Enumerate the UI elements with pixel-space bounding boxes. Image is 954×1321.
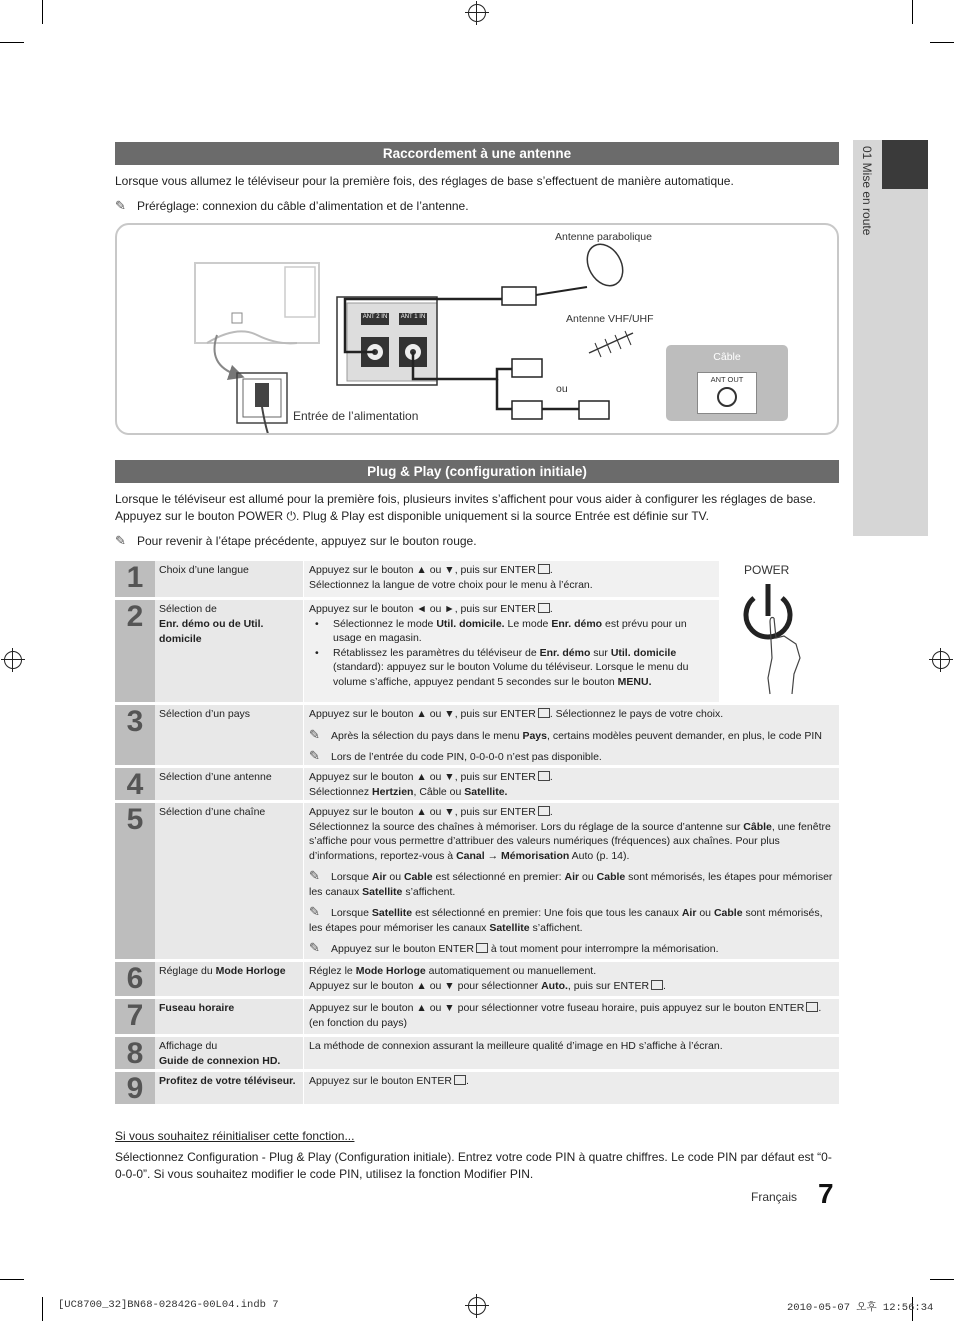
note (115, 532, 477, 550)
file-name: [UC8700_32]BN68-02842G-00L04.indb 7 (58, 1299, 279, 1311)
step-title: Sélection d’un pays (155, 705, 303, 765)
enter-icon (538, 564, 550, 574)
label-ant-out: ANT OUT (710, 375, 744, 384)
registration-mark-icon (468, 4, 486, 22)
pencil-icon: ✎ (309, 904, 320, 919)
footer-language: Français (751, 1190, 798, 1204)
step-description: Appuyez sur le bouton ▲ ou ▼, puis sur ENTER . Sélectionnez le pays de votre choix. ✎ Après la sélection du pays dans le menu Pays, certains modèles peuvent demander, en plus, le code PIN ✎ Lors de l’entrée du code PIN, 0-0-0-0 n’est pas disponible. (304, 705, 839, 765)
step-title: Choix d’une langue (155, 561, 303, 597)
bullet-item: • Rétablissez les paramètres du téléviseur de Enr. démo sur Util. domicile (standard): appuyez sur le bouton Volume du téléviseur. Lorsque le menu du volume s’affiche, appuyez pendant 5 secondes sur le bouton MENU. (309, 646, 714, 690)
step-number: 3 (115, 705, 155, 765)
registration-mark-icon (932, 651, 950, 669)
enter-icon (476, 943, 488, 953)
step-number: 8 (115, 1037, 155, 1069)
enter-icon (538, 806, 550, 816)
print-date: 2010-05-07 오후 12:56:34 (787, 1302, 934, 1314)
crop-mark (42, 1297, 43, 1321)
step-number: 5 (115, 803, 155, 959)
section-intro: Lorsque le téléviseur est allumé pour la première fois, plusieurs invites s’affichent pour vous aider à configurer les réglages de base. Appuyez sur le bouton POWER ⏻. Plug & Play est disponible uniquement si la source Entrée est définie sur TV. (115, 492, 816, 523)
label-cable: Câble (713, 351, 741, 363)
step-number: 4 (115, 768, 155, 800)
step-number: 6 (115, 962, 155, 996)
pencil-icon: ✎ (115, 198, 126, 213)
enter-icon (538, 771, 550, 781)
crop-mark (42, 0, 43, 24)
step-description: Réglez le Mode Horloge automatiquement ou manuellement. Appuyez sur le bouton ▲ ou ▼ pour sélectionner Auto., puis sur ENTER . (304, 962, 839, 996)
antenna-diagram (115, 223, 839, 435)
step-title: Sélection d’une antenne (155, 768, 303, 800)
power-icon: ⏻ (286, 509, 296, 523)
crop-mark (0, 1279, 24, 1280)
step-title: Sélection de Enr. démo ou de Util. domicile (155, 600, 303, 702)
step-number: 2 (115, 600, 155, 702)
enter-icon (806, 1002, 818, 1012)
step-description: Appuyez sur le bouton ▲ ou ▼, puis sur ENTER . Sélectionnez la langue de votre choix pour le menu à l’écran. (304, 561, 719, 597)
crop-mark (930, 42, 954, 43)
step-1 (115, 561, 839, 597)
step-number: 9 (115, 1072, 155, 1104)
ant-out-port (697, 372, 757, 414)
registration-mark-icon (4, 651, 22, 669)
page-number: 7 (818, 1178, 834, 1209)
pencil-icon: ✎ (309, 748, 320, 763)
step-title: Réglage du Mode Horloge (155, 962, 303, 996)
label-satellite-dish: Antenne parabolique (555, 231, 652, 243)
pencil-icon: ✎ (309, 726, 320, 742)
section-intro: Lorsque vous allumez le téléviseur pour la première fois, des réglages de base s’effectuent de manière automatique. (115, 174, 734, 188)
label-vhf-antenna: Antenne VHF/UHF (566, 313, 654, 325)
enter-icon (651, 980, 663, 990)
enter-icon (538, 603, 550, 613)
note: ✎ Après la sélection du pays dans le menu Pays, certains modèles peuvent demander, en plus, le code PIN (309, 726, 822, 742)
enter-icon (454, 1075, 466, 1085)
note-text: Préréglage: connexion du câble d’alimentation et de l’antenne. (137, 199, 469, 213)
step-7 (115, 999, 839, 1034)
step-4 (115, 768, 839, 800)
label-power-input: Entrée de l’alimentation (293, 409, 419, 423)
power-label: POWER (744, 563, 790, 577)
crop-mark (930, 1279, 954, 1280)
pencil-icon: ✎ (309, 868, 320, 883)
label-or: ou (556, 383, 568, 395)
reset-title: Si vous souhaitez réinitialiser cette fonction... (115, 1129, 355, 1143)
step-5 (115, 803, 839, 959)
section-header-antenna: Raccordement à une antenne (115, 142, 839, 165)
port-label-ant2: ANT 2 IN (362, 314, 388, 320)
step-description: Appuyez sur le bouton ▲ ou ▼ pour sélectionner votre fuseau horaire, puis appuyez sur le bouton ENTER . (en fonction du pays) (304, 999, 839, 1034)
pencil-icon: ✎ (309, 940, 320, 955)
step-description: La méthode de connexion assurant la meilleure qualité d’image en HD s’affiche à l’écran. (304, 1037, 839, 1069)
step-number: 1 (115, 561, 155, 597)
note: ✎ Lorsque Satellite est sélectionné en premier: Une fois que tous les canaux Air ou Cable sont mémorisés, les étapes pour mémoriser les canaux Satellite s’affichent. (309, 904, 823, 934)
note: ✎ Lors de l’entrée du code PIN, 0-0-0-0 n’est pas disponible. (309, 748, 602, 763)
section-header-plug-play: Plug & Play (configuration initiale) (115, 460, 839, 483)
crop-mark (0, 42, 24, 43)
step-description: Appuyez sur le bouton ◄ ou ►, puis sur ENTER . • Sélectionnez le mode Util. domicile. Le mode Enr. démo est prévu pour un usage en magasin. • Rétablissez les paramètres du téléviseur de Enr. démo sur Util. domicile (standard): appuyez sur le bouton Volume du téléviseur. Lorsque le menu du volume s’affiche, appuyez pendant 5 secondes sur le bouton MENU. (304, 600, 719, 702)
step-description: Appuyez sur le bouton ENTER . (304, 1072, 839, 1104)
pencil-icon: ✎ (115, 533, 126, 548)
step-title: Sélection d’une chaîne (155, 803, 303, 959)
note (115, 197, 469, 215)
step-description: Appuyez sur le bouton ▲ ou ▼, puis sur ENTER . Sélectionnez la source des chaînes à mémoriser. Lors du réglage de la source d’antenne sur Câble, une fenêtre s’affiche pour vous permettre d’attribuer des valeurs numériques (fréquences) aux chaînes. Pour plus d’informations, reportez-vous à Canal → Mémorisation Auto (p. 14). ✎ Lorsque Air ou Cable est sélectionné en premier: Air ou Cable sont mémorisés, les étapes pour mémoriser les canaux Satellite s’affichent. ✎ Lorsque Satellite est sélectionné en premier: Une fois que tous les canaux Air ou Cable sont mémorisés, les étapes pour mémoriser les canaux Satellite s’affichent. ✎ Appuyez sur le bouton ENTER à tout moment pour interrompre la mémorisation. (304, 803, 839, 959)
step-3 (115, 705, 839, 765)
step-6 (115, 962, 839, 996)
step-title: Fuseau horaire (155, 999, 303, 1034)
step-number: 7 (115, 999, 155, 1034)
step-2 (115, 600, 839, 702)
note-text: Pour revenir à l’étape précédente, appuyez sur le bouton rouge. (137, 534, 477, 548)
reset-text: Sélectionnez Configuration - Plug & Play (Configuration initiale). Entrez votre code PIN à quatre chiffres. Le code PIN par défaut est “0-0-0-0”. Si vous souhaitez modifier le code PIN, utilisez la fonction Modifier PIN. (115, 1150, 832, 1181)
registration-mark-icon (468, 1297, 486, 1315)
port-label-ant1: ANT 1 IN (400, 314, 426, 320)
chapter-label: 01 Mise en route (860, 146, 874, 236)
step-description: Appuyez sur le bouton ▲ ou ▼, puis sur ENTER . Sélectionnez Hertzien, Câble ou Satellite. (304, 768, 839, 800)
coax-port-icon (717, 387, 737, 407)
step-9 (115, 1072, 839, 1104)
bullet-item: • Sélectionnez le mode Util. domicile. Le mode Enr. démo est prévu pour un usage en magasin. (309, 617, 714, 646)
step-title: Profitez de votre téléviseur. (155, 1072, 303, 1104)
step-8 (115, 1037, 839, 1069)
note: ✎ Lorsque Air ou Cable est sélectionné en premier: Air ou Cable sont mémorisés, les étapes pour mémoriser les canaux Satellite s’affichent. (309, 868, 833, 898)
enter-icon (538, 708, 550, 718)
cable-box (666, 345, 788, 421)
crop-mark (912, 0, 913, 24)
step-title: Affichage du Guide de connexion HD. (155, 1037, 303, 1069)
note: ✎ Appuyez sur le bouton ENTER à tout moment pour interrompre la mémorisation. (309, 940, 719, 955)
chapter-tab-marker (882, 140, 928, 189)
